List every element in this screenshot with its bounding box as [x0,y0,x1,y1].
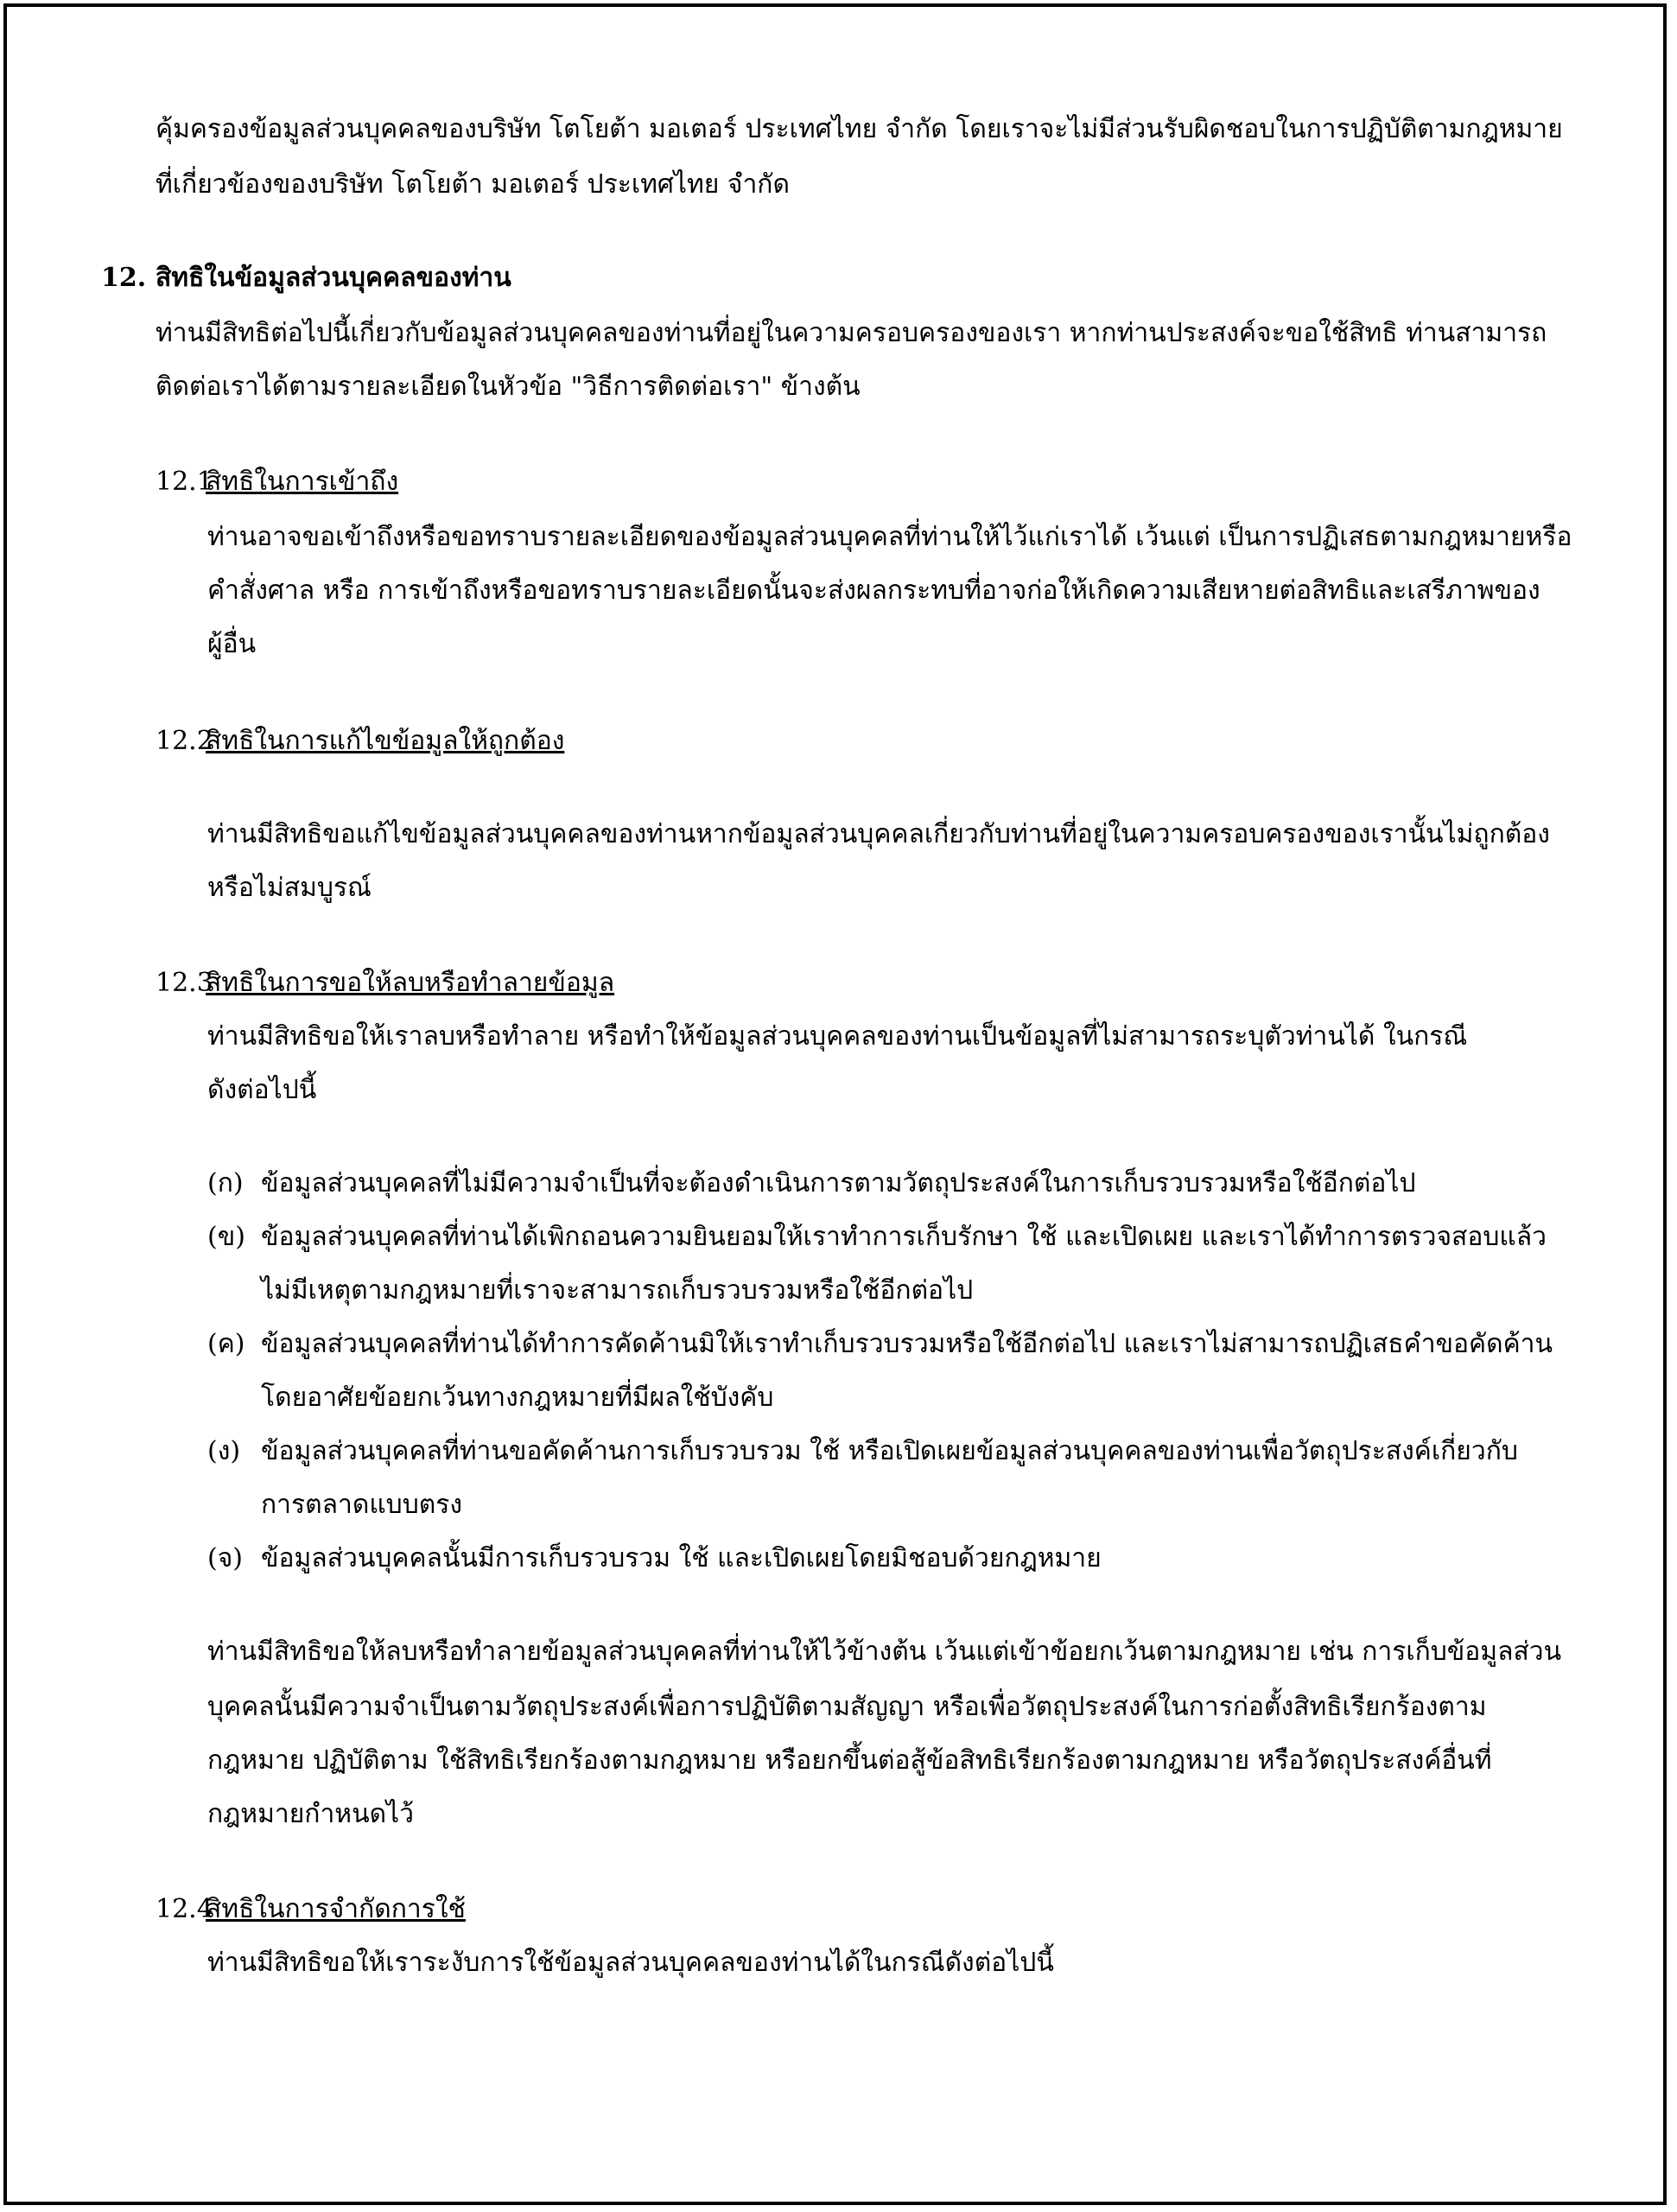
section-12-desc-line-1: ท่านมีสิทธิต่อไปนี้เกี่ยวกับข้อมูลส่วนบุคคลของท่านที่อยู่ในความครอบครองของเรา หากท่านประสงค์จะขอใช้สิทธิ ท่านสามารถ [156,318,1547,348]
list-marker-kho-khwai: (ค) [207,1329,245,1359]
section-12-3-para-line-1: ท่านมีสิทธิขอให้ลบหรือทำลายข้อมูลส่วนบุคคลที่ท่านให้ไว้ข้างต้น เว้นแต่เข้าข้อยกเว้นตามกฎหมาย เช่น การเก็บข้อมูลส่วน [207,1637,1562,1667]
section-12-3-number: 12.3 [156,968,213,998]
section-12-3-para-line-3: กฎหมาย ปฏิบัติตาม ใช้สิทธิเรียกร้องตามกฎหมาย หรือยกขึ้นต่อสู้ข้อสิทธิเรียกร้องตามกฎหมาย หรือวัตถุประสงค์อื่นที่ [207,1745,1492,1776]
section-12-title: สิทธิในข้อมูลส่วนบุคคลของท่าน [156,263,511,293]
section-12-3-para-line-2: บุคคลนั้นมีความจำเป็นตามวัตถุประสงค์เพื่อการปฏิบัติตามสัญญา หรือเพื่อวัตถุประสงค์ในการก่อตั้งสิทธิเรียกร้องตาม [207,1692,1487,1722]
section-12-4-title: สิทธิในการจำกัดการใช้ [206,1894,466,1924]
section-12-4-number: 12.4 [156,1894,213,1924]
list-marker-ko: (ก) [207,1168,244,1198]
section-12-number: 12. [101,263,147,293]
list-item-ngo-line-1: ข้อมูลส่วนบุคคลที่ท่านขอคัดค้านการเก็บรวบรวม ใช้ หรือเปิดเผยข้อมูลส่วนบุคคลของท่านเพื่อวัตถุประสงค์เกี่ยวกับ [261,1436,1518,1466]
section-12-2-line-2: หรือไม่สมบูรณ์ [207,873,372,903]
section-12-3-line-2: ดังต่อไปนี้ [207,1075,317,1105]
list-item-kho-line-2: ไม่มีเหตุตามกฎหมายที่เราจะสามารถเก็บรวบรวมหรือใช้อีกต่อไป [261,1275,974,1306]
section-12-2-line-1: ท่านมีสิทธิขอแก้ไขข้อมูลส่วนบุคคลของท่านหากข้อมูลส่วนบุคคลเกี่ยวกับท่านที่อยู่ในความครอบครองของเรานั้นไม่ถูกต้อง [207,819,1550,849]
intro-line-1: คุ้มครองข้อมูลส่วนบุคคลของบริษัท โตโยต้า มอเตอร์ ประเทศไทย จำกัด โดยเราจะไม่มีส่วนรับผิดชอบในการปฏิบัติตามกฎหมาย [156,114,1563,144]
section-12-3-line-1: ท่านมีสิทธิขอให้เราลบหรือทำลาย หรือทำให้ข้อมูลส่วนบุคคลของท่านเป็นข้อมูลที่ไม่สามารถระบุตัวท่านได้ ในกรณี [207,1021,1468,1052]
list-marker-kho: (ข) [207,1222,245,1252]
section-12-2-number: 12.2 [156,726,213,756]
list-item-ngo-line-2: การตลาดแบบตรง [261,1490,462,1520]
section-12-desc-line-2: ติดต่อเราได้ตามรายละเอียดในหัวข้อ "วิธีการติดต่อเรา" ข้างต้น [156,372,861,402]
list-item-kho-line-1: ข้อมูลส่วนบุคคลที่ท่านได้เพิกถอนความยินยอมให้เราทำการเก็บรักษา ใช้ และเปิดเผย และเราได้ทำการตรวจสอบแล้ว [261,1222,1547,1252]
section-12-1-number: 12.1 [156,467,213,497]
section-12-2-title: สิทธิในการแก้ไขข้อมูลให้ถูกต้อง [206,726,565,756]
list-item-ko-line-1: ข้อมูลส่วนบุคคลที่ไม่มีความจำเป็นที่จะต้องดำเนินการตามวัตถุประสงค์ในการเก็บรวบรวมหรือใช้อีกต่อไป [261,1168,1416,1198]
list-marker-cho: (จ) [207,1543,243,1573]
section-12-1-line-3: ผู้อื่น [207,629,257,659]
list-item-kho-khwai-line-2: โดยอาศัยข้อยกเว้นทางกฎหมายที่มีผลใช้บังคับ [261,1382,774,1413]
section-12-3-title: สิทธิในการขอให้ลบหรือทำลายข้อมูล [206,968,615,998]
list-item-kho-khwai-line-1: ข้อมูลส่วนบุคคลที่ท่านได้ทำการคัดค้านมิให้เราทำเก็บรวบรวมหรือใช้อีกต่อไป และเราไม่สามารถปฏิเสธคำขอคัดค้าน [261,1329,1553,1359]
section-12-4-line-1: ท่านมีสิทธิขอให้เราระงับการใช้ข้อมูลส่วนบุคคลของท่านได้ในกรณีดังต่อไปนี้ [207,1948,1054,1978]
list-marker-ngo: (ง) [207,1436,241,1466]
section-12-3-para-line-4: กฎหมายกำหนดไว้ [207,1799,414,1829]
section-12-1-title: สิทธิในการเข้าถึง [206,467,399,497]
section-12-1-line-1: ท่านอาจขอเข้าถึงหรือขอทราบรายละเอียดของข้อมูลส่วนบุคคลที่ท่านให้ไว้แก่เราได้ เว้นแต่ เป็นการปฏิเสธตามกฎหมายหรือ [207,522,1572,552]
list-item-cho-line-1: ข้อมูลส่วนบุคคลนั้นมีการเก็บรวบรวม ใช้ และเปิดเผยโดยมิชอบด้วยกฎหมาย [261,1543,1102,1573]
section-12-1-line-2: คำสั่งศาล หรือ การเข้าถึงหรือขอทราบรายละเอียดนั้นจะส่งผลกระทบที่อาจก่อให้เกิดความเสียหายต่อสิทธิและเสรีภาพของ [207,575,1540,606]
intro-line-2: ที่เกี่ยวข้องของบริษัท โตโยต้า มอเตอร์ ประเทศไทย จำกัด [156,169,790,200]
